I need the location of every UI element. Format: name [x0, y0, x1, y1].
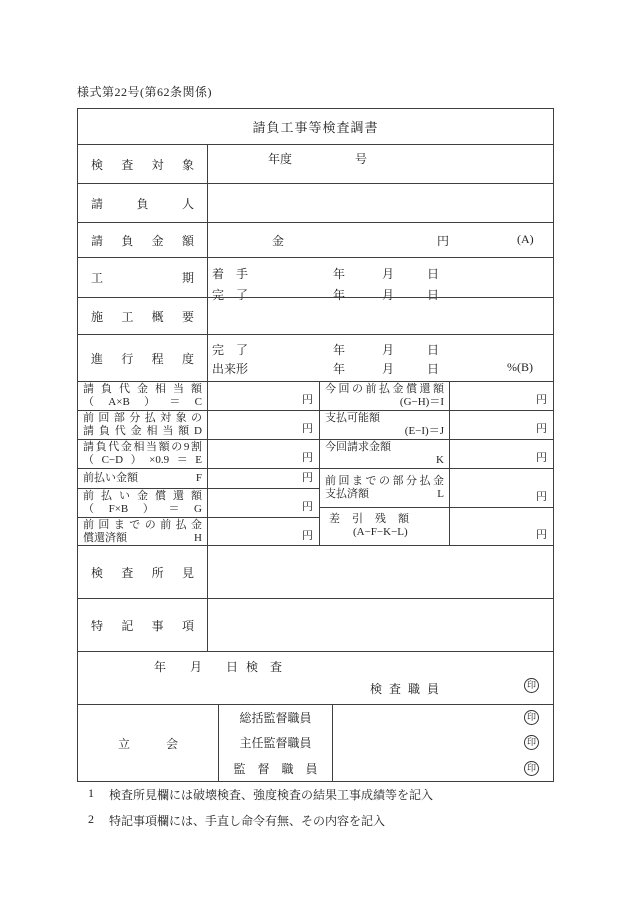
label-progress-degree: 進行程度	[78, 335, 208, 381]
percent-b-label: %(B)	[507, 360, 533, 374]
money-row-d	[78, 410, 319, 439]
label-current-billing-k: 今回請求金額 K	[320, 440, 450, 468]
year-label: 年	[154, 660, 167, 674]
money-row-balance	[320, 507, 553, 546]
amount-e-input-area[interactable]	[208, 440, 319, 468]
day-label: 日	[427, 343, 440, 357]
construction-outline-input-area[interactable]	[208, 298, 553, 334]
month-label: 月	[382, 267, 395, 281]
day-label: 日	[226, 660, 239, 674]
amount-f-input-area[interactable]	[208, 469, 319, 488]
inspector-seal-mark: 印	[524, 678, 539, 693]
row-inspection-date[interactable]	[78, 651, 553, 704]
progress-degree-input-area[interactable]	[208, 335, 553, 381]
yen-label: 円	[302, 501, 313, 513]
footnote-number: 1	[88, 786, 94, 800]
contractor-input-area[interactable]	[208, 184, 553, 222]
label-repaid-advance-h: 前回までの前払金 償還済額 H	[78, 518, 208, 546]
amount-d-input-area[interactable]	[208, 411, 319, 439]
amount-j-input-area[interactable]	[450, 411, 553, 439]
money-row-f	[78, 468, 319, 488]
year-label: 年	[333, 288, 346, 302]
construction-period-input-area[interactable]	[208, 258, 553, 302]
label-ninety-percent-e: 請負代金相当額の9割 （C−D）×0.9＝E	[78, 440, 208, 468]
actual-form-label: 出来形	[212, 362, 249, 376]
money-row-j	[320, 410, 553, 439]
money-right-column	[319, 382, 553, 545]
official-chief-supervisor: 主任監督職員	[239, 736, 312, 751]
special-notes-input-area[interactable]	[208, 599, 553, 651]
code-l-label: L	[437, 487, 444, 500]
label-construction-outline: 施工概要	[78, 298, 208, 334]
money-row-l	[320, 468, 553, 507]
official-seal-mark: 印	[524, 710, 539, 725]
yen-label: 円	[302, 423, 313, 435]
day-label: 日	[427, 288, 440, 302]
row-inspection-target	[78, 144, 553, 183]
inspection-target-input-area[interactable]	[208, 145, 553, 183]
year-label: 年	[333, 267, 346, 281]
yen-label: 円	[536, 490, 547, 503]
money-row-e	[78, 439, 319, 468]
official-seal-mark: 印	[524, 761, 539, 776]
label-construction-period: 工期	[78, 258, 208, 297]
day-label: 日	[427, 362, 440, 376]
label-current-advance-repayment-i: 今回の前払金償還額 (G−H)＝I	[320, 382, 450, 410]
row-construction-period	[78, 257, 553, 302]
form-title: 請負工事等検査調書	[252, 120, 379, 135]
label-previous-partial-paid-l: 前回までの部分払金 支払済額 L	[320, 469, 450, 507]
month-label: 月	[190, 660, 203, 674]
inspection-label: 検 査	[246, 660, 283, 674]
row-contractor	[78, 183, 553, 222]
form-number-note: 様式第22号(第62条関係)	[77, 85, 212, 99]
footnotes	[88, 786, 433, 838]
complete-label: 完 了	[212, 343, 249, 357]
complete-label: 完 了	[212, 288, 249, 302]
month-label: 月	[382, 362, 395, 376]
official-supervising-general: 総括監督職員	[239, 711, 312, 726]
yen-label: 円	[536, 529, 547, 541]
amount-balance-input-area[interactable]	[450, 508, 553, 546]
amount-l-input-area[interactable]	[450, 469, 553, 507]
money-row-i	[320, 382, 553, 410]
amount-g-input-area[interactable]	[208, 489, 319, 517]
row-witness	[78, 704, 553, 781]
inspector-label: 検査職員	[370, 682, 447, 696]
money-left-column	[78, 382, 319, 545]
label-advance-payment-f: 前払い金額 F	[78, 469, 208, 488]
money-row-k	[320, 439, 553, 468]
label-payable-amount-j: 支払可能額 (E−I)＝J	[320, 411, 450, 439]
label-contract-amount-equivalent-c: 請負代金相当額 （A×B）＝C	[78, 382, 208, 410]
label-contractor: 請負人	[78, 184, 208, 222]
row-progress-degree	[78, 334, 553, 381]
row-contract-amount	[78, 222, 553, 257]
label-previous-partial-payment-d: 前回部分払対象の 請負代金相当額D	[78, 411, 208, 439]
label-contract-amount: 請負金額	[78, 223, 208, 257]
label-advance-repayment-g: 前払い金償還額 （F×B）＝G	[78, 489, 208, 517]
label-inspection-findings: 検査所見	[78, 546, 208, 598]
start-label: 着 手	[212, 267, 249, 281]
yen-label: 円	[437, 234, 450, 248]
money-row-g	[78, 488, 319, 517]
day-label: 日	[427, 267, 440, 281]
witness-seal-column[interactable]	[333, 705, 553, 781]
inspection-form-table	[77, 108, 554, 782]
money-row-h	[78, 517, 319, 546]
yen-label: 円	[536, 423, 547, 435]
amount-h-input-area[interactable]	[208, 518, 319, 546]
number-label: 号	[355, 152, 368, 166]
fiscal-year-label: 年度	[268, 152, 293, 166]
month-label: 月	[382, 343, 395, 357]
code-f-label: F	[195, 472, 202, 484]
footnote-1	[88, 786, 433, 803]
official-seal-mark: 印	[524, 735, 539, 750]
official-supervisor: 監 督 職 員	[233, 761, 318, 776]
year-label: 年	[333, 343, 346, 357]
amount-c-input-area[interactable]	[208, 382, 319, 410]
yen-label: 円	[302, 530, 313, 542]
yen-label: 円	[302, 472, 313, 484]
footnote-number: 2	[88, 812, 94, 826]
year-label: 年	[333, 362, 346, 376]
money-row-c	[78, 382, 319, 410]
row-money-section	[78, 381, 553, 545]
row-construction-outline	[78, 297, 553, 334]
label-witness: 立 会	[78, 705, 219, 781]
yen-label: 円	[536, 394, 547, 406]
row-special-notes	[78, 598, 553, 651]
label-inspection-target: 検査対象	[78, 145, 208, 183]
footnote-2	[88, 812, 433, 829]
witness-officials-column	[219, 705, 333, 781]
yen-label: 円	[302, 452, 313, 464]
amount-prefix-label: 金	[272, 234, 285, 248]
label-balance-amount: 差引残額 (A−F−K−L)	[320, 508, 450, 546]
yen-label: 円	[302, 394, 313, 406]
amount-i-input-area[interactable]	[450, 382, 553, 410]
contract-amount-input-area[interactable]	[208, 223, 553, 257]
code-a-label: (A)	[517, 232, 534, 246]
yen-label: 円	[536, 452, 547, 464]
code-h-label: H	[194, 532, 202, 544]
row-title	[78, 109, 553, 144]
footnote-text: 特記事項欄には、手直し命令有無、その内容を記入	[109, 814, 386, 828]
label-special-notes: 特記事項	[78, 599, 208, 651]
inspection-findings-input-area[interactable]	[208, 546, 553, 598]
amount-k-input-area[interactable]	[450, 440, 553, 468]
footnote-text: 検査所見欄には破壊検査、強度検査の結果工事成績等を記入	[109, 788, 434, 802]
row-inspection-findings	[78, 545, 553, 598]
month-label: 月	[382, 288, 395, 302]
